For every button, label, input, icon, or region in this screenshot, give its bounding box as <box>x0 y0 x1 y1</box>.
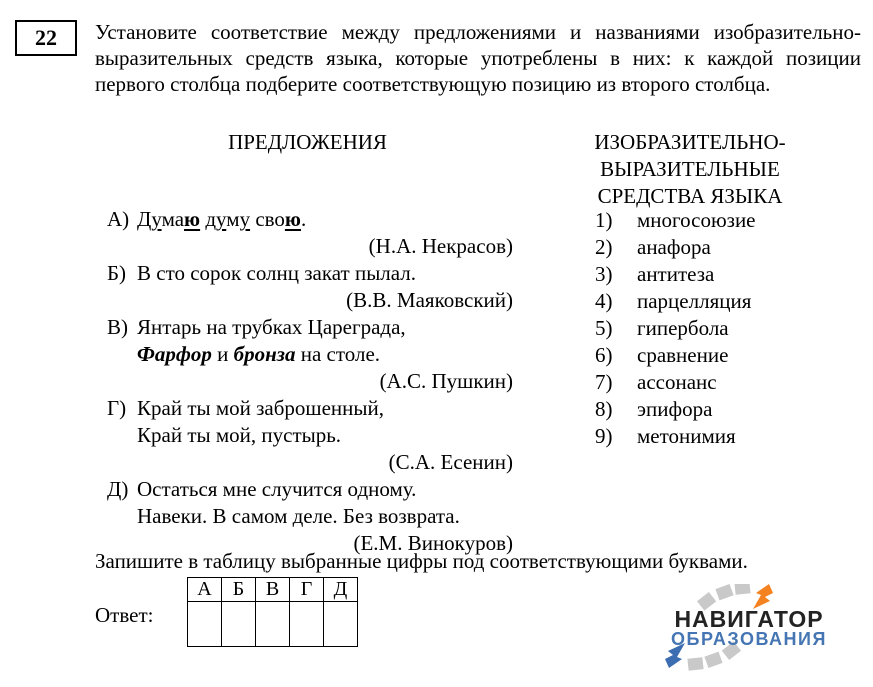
left-column-header: ПРЕДЛОЖЕНИЯ <box>228 130 387 154</box>
device-label: сравнение <box>637 343 729 367</box>
answer-label: Ответ: <box>95 603 154 627</box>
device-item-7 <box>595 369 825 396</box>
sentence-line: Край ты мой, пустырь. <box>137 423 342 447</box>
answer-header-g: Г <box>290 578 324 602</box>
item-marker-d: Д) <box>107 477 129 501</box>
right-header-line-1: ИЗОБРАЗИТЕЛЬНО- <box>594 130 786 154</box>
sentence-item-a <box>105 206 513 260</box>
logo-subtitle: ОБРАЗОВАНИЯ <box>671 629 827 649</box>
logo-title: НАВИГАТОР <box>674 606 824 632</box>
author-a: (Н.А. Некрасов) <box>368 234 513 258</box>
answer-header-v: В <box>256 578 290 602</box>
device-item-9 <box>595 423 825 450</box>
answer-header-a: А <box>188 578 222 602</box>
answer-table-header-row <box>188 578 358 602</box>
question-number-box <box>15 20 77 56</box>
author-g: (С.А. Есенин) <box>388 450 513 474</box>
answer-cell-v[interactable] <box>256 602 290 647</box>
sentence-line: Фарфор и бронза на столе. <box>137 342 381 366</box>
sentence-line: Навеки. В самом деле. Без возврата. <box>137 504 460 528</box>
device-number: 5) <box>595 316 613 340</box>
answer-table-value-row <box>188 602 358 647</box>
item-marker-g: Г) <box>107 396 127 420</box>
answer-table <box>187 577 358 647</box>
sentence-item-g <box>105 395 513 476</box>
sentence-item-d <box>105 476 513 557</box>
device-number: 1) <box>595 208 613 232</box>
answer-cell-g[interactable] <box>290 602 324 647</box>
answer-header-b: Б <box>222 578 256 602</box>
right-column-header <box>565 129 815 210</box>
sentence-line: В сто сорок солнц закат пылал. <box>137 261 417 285</box>
device-label: антитеза <box>637 262 715 286</box>
device-item-2 <box>595 234 825 261</box>
device-number: 4) <box>595 289 613 313</box>
sentence-list <box>105 206 513 557</box>
device-label: метонимия <box>637 424 736 448</box>
device-number: 3) <box>595 262 613 286</box>
device-item-3 <box>595 261 825 288</box>
device-item-4 <box>595 288 825 315</box>
device-number: 7) <box>595 370 613 394</box>
device-list <box>595 207 825 450</box>
right-header-line-3: СРЕДСТВА ЯЗЫКА <box>597 184 783 208</box>
device-item-1 <box>595 207 825 234</box>
device-item-5 <box>595 315 825 342</box>
device-label: парцелляция <box>637 289 752 313</box>
answer-cell-d[interactable] <box>324 602 358 647</box>
device-label: многосоюзие <box>637 208 756 232</box>
device-number: 8) <box>595 397 613 421</box>
instruction-text: Запишите в таблицу выбранные цифры под соответствующими буквами. <box>95 549 748 573</box>
device-label: анафора <box>637 235 711 259</box>
answer-cell-b[interactable] <box>222 602 256 647</box>
device-item-8 <box>595 396 825 423</box>
device-label: ассонанс <box>637 370 717 394</box>
author-b: (В.В. Маяковский) <box>346 288 513 312</box>
question-prompt: Установите соответствие между предложениями и названиями изобразительно-выразительных средств языка, которые употреблены в них: к каждой позиции первого столбца подберите соответствующую позицию из второго столбца. <box>95 20 861 96</box>
item-marker-v: В) <box>107 315 128 339</box>
sentence-line: Янтарь на трубках Цареграда, <box>137 315 406 339</box>
device-label: гипербола <box>637 316 729 340</box>
device-label: эпифора <box>637 397 713 421</box>
sentence-item-v <box>105 314 513 395</box>
author-d: (Е.М. Винокуров) <box>353 531 513 555</box>
answer-header-d: Д <box>324 578 358 602</box>
device-number: 9) <box>595 424 613 448</box>
answer-cell-a[interactable] <box>188 602 222 647</box>
navigator-obrazovaniya-logo <box>643 584 855 684</box>
question-number: 22 <box>35 25 57 50</box>
author-v: (А.С. Пушкин) <box>379 369 513 393</box>
item-marker-b: Б) <box>107 261 127 285</box>
device-item-6 <box>595 342 825 369</box>
item-marker-a: А) <box>107 207 130 231</box>
sentence-line: Край ты мой заброшенный, <box>137 396 384 420</box>
device-number: 2) <box>595 235 613 259</box>
sentence-line: Остаться мне случится одному. <box>137 477 417 501</box>
right-header-line-2: ВЫРАЗИТЕЛЬНЫЕ <box>600 157 780 181</box>
device-number: 6) <box>595 343 613 367</box>
sentence-line: Думаю думу свою. <box>137 207 307 231</box>
sentence-item-b <box>105 260 513 314</box>
